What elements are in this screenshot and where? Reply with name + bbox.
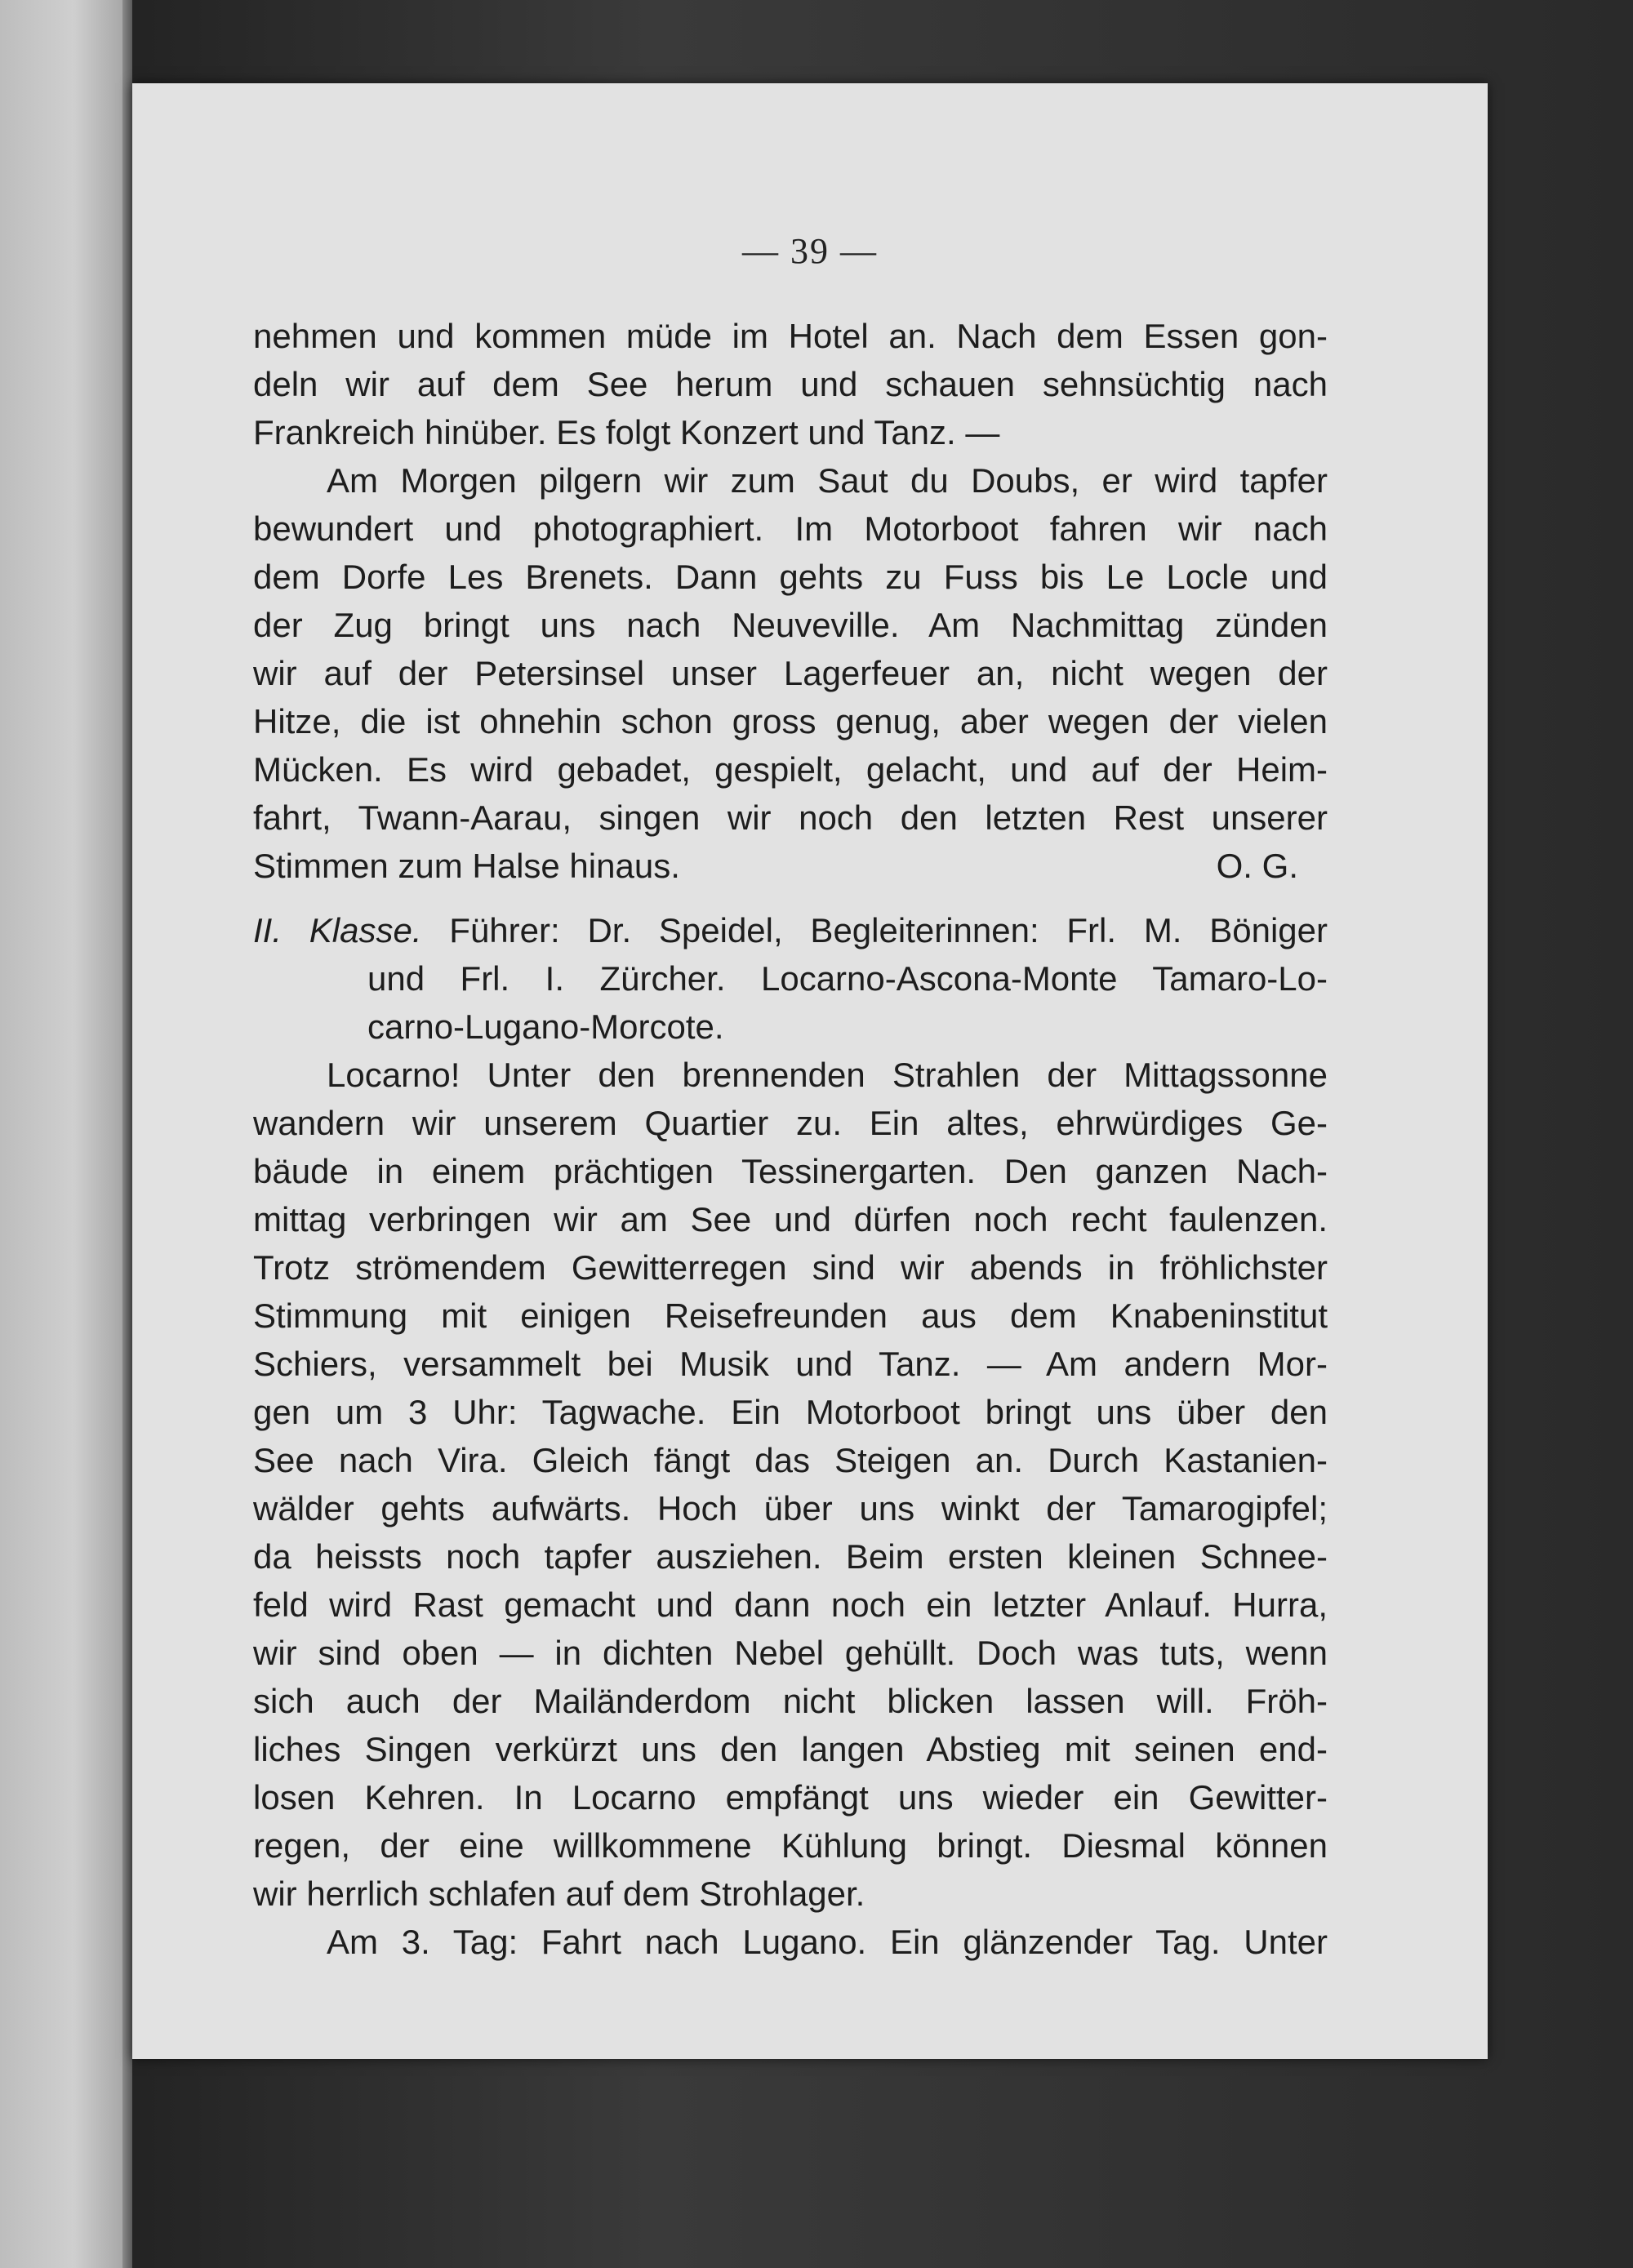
previous-page-edge	[0, 0, 122, 2268]
text-line: Locarno! Unter den brennenden Strahlen der Mittagssonne	[327, 1056, 1328, 1094]
section-heading-line: und Frl. I. Zürcher. Locarno-Ascona-Monte Tamaro-Lo-	[367, 959, 1328, 998]
section-heading-line: carno-Lugano-Morcote.	[367, 1007, 724, 1046]
text-line-signed	[253, 842, 1328, 890]
text-line: feld wird Rast gemacht und dann noch ein letzter Anlauf. Hurra,	[253, 1585, 1328, 1624]
text-line: Trotz strömendem Gewitterregen sind wir abends in fröhlichster	[253, 1248, 1328, 1287]
text-line: sich auch der Mailänderdom nicht blicken lassen will. Fröh-	[253, 1682, 1328, 1720]
text-line: regen, der eine willkommene Kühlung bringt. Diesmal können	[253, 1826, 1328, 1865]
book-gutter	[122, 0, 132, 2268]
section-label: II. Klasse.	[253, 911, 422, 949]
text-line: wälder gehts aufwärts. Hoch über uns winkt der Tamarogipfel;	[253, 1489, 1328, 1528]
text-line: See nach Vira. Gleich fängt das Steigen an. Durch Kastanien-	[253, 1441, 1328, 1479]
text-line: Stimmen zum Halse hinaus.	[253, 847, 680, 885]
text-line: da heissts noch tapfer ausziehen. Beim ersten kleinen Schnee-	[253, 1537, 1328, 1576]
section-heading-line	[253, 906, 1328, 954]
text-line: Am Morgen pilgern wir zum Saut du Doubs, er wird tapfer	[327, 461, 1328, 500]
text-line: wir herrlich schlafen auf dem Strohlager.	[253, 1874, 865, 1913]
page-number: — 39 —	[742, 231, 878, 271]
text-line: Stimmung mit einigen Reisefreunden aus dem Knabeninstitut	[253, 1296, 1328, 1335]
text-line: gen um 3 Uhr: Tagwache. Ein Motorboot bringt uns über den	[253, 1393, 1328, 1431]
book-page	[132, 83, 1488, 2059]
text-line: liches Singen verkürzt uns den langen Abstieg mit seinen end-	[253, 1730, 1328, 1768]
text-line: deln wir auf dem See herum und schauen sehnsüchtig nach	[253, 365, 1328, 403]
text-line: Hitze, die ist ohnehin schon gross genug, aber wegen der vielen	[253, 702, 1328, 740]
text-line: bäude in einem prächtigen Tessinergarten. Den ganzen Nach-	[253, 1152, 1328, 1190]
text-line: mittag verbringen wir am See und dürfen noch recht faulenzen.	[253, 1200, 1328, 1239]
text-line: Mücken. Es wird gebadet, gespielt, gelacht, und auf der Heim-	[253, 750, 1328, 789]
text-line: Am 3. Tag: Fahrt nach Lugano. Ein glänzender Tag. Unter	[327, 1923, 1328, 1961]
text-line: wir auf der Petersinsel unser Lagerfeuer an, nicht wegen der	[253, 654, 1328, 692]
text-line: wandern wir unserem Quartier zu. Ein altes, ehrwürdiges Ge-	[253, 1104, 1328, 1142]
text-line: Schiers, versammelt bei Musik und Tanz. — Am andern Mor-	[253, 1345, 1328, 1383]
text-line: fahrt, Twann-Aarau, singen wir noch den letzten Rest unserer	[253, 798, 1328, 837]
text-line: nehmen und kommen müde im Hotel an. Nach dem Essen gon-	[253, 317, 1328, 355]
section-leaders: Führer: Dr. Speidel, Begleiterinnen: Frl. M. Böniger	[449, 911, 1328, 949]
text-line: wir sind oben — in dichten Nebel gehüllt. Doch was tuts, wenn	[253, 1634, 1328, 1672]
text-line: dem Dorfe Les Brenets. Dann gehts zu Fuss bis Le Locle und	[253, 558, 1328, 596]
text-line: der Zug bringt uns nach Neuveville. Am Nachmittag zünden	[253, 606, 1328, 644]
author-signature: O. G.	[1216, 847, 1298, 885]
text-line: bewundert und photographiert. Im Motorboot fahren wir nach	[253, 509, 1328, 548]
text-line: losen Kehren. In Locarno empfängt uns wieder ein Gewitter-	[253, 1778, 1328, 1817]
page-text	[253, 312, 1328, 1966]
text-line: Frankreich hinüber. Es folgt Konzert und Tanz. —	[253, 413, 1000, 451]
